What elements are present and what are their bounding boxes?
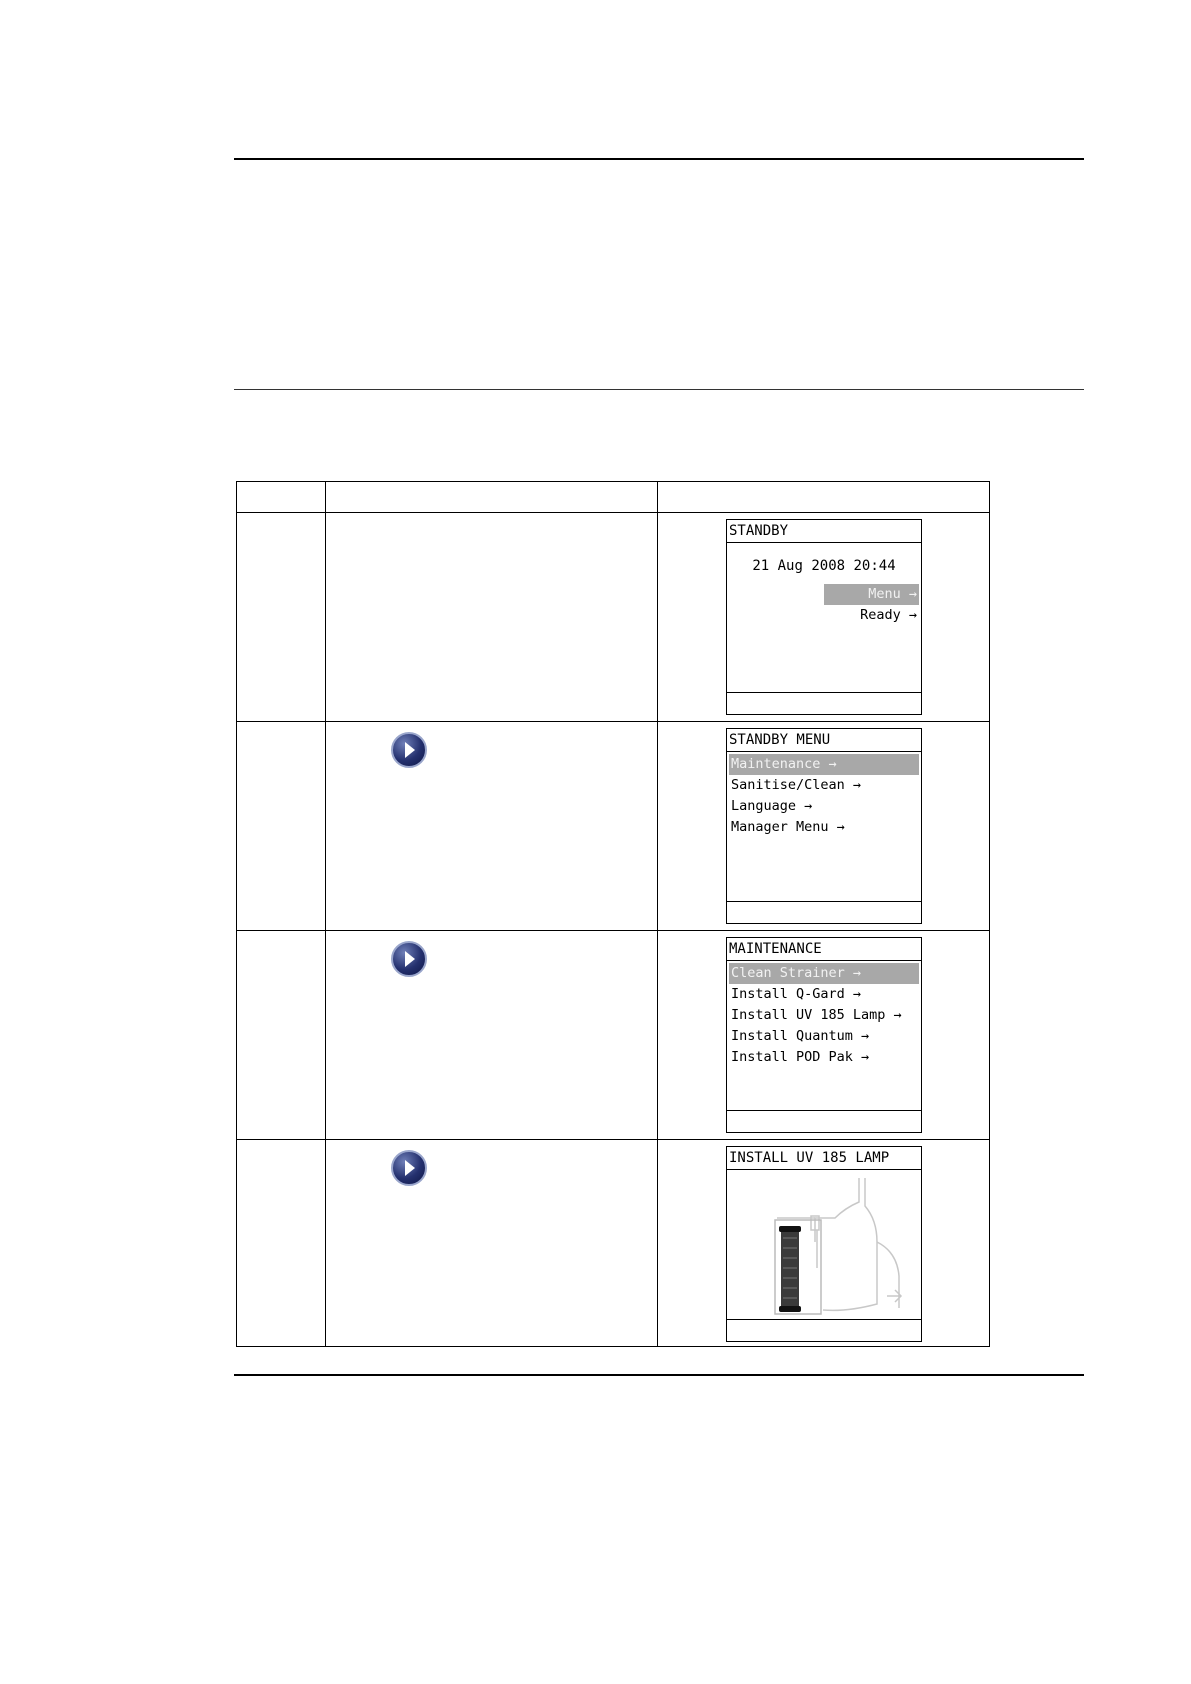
lcd-footer [727, 901, 921, 923]
lcd-screen-install-uv-lamp [726, 1146, 922, 1342]
lcd-title: STANDBY MENU [727, 729, 921, 752]
header-row-divider [237, 512, 989, 513]
lcd-menu-item[interactable]: Maintenance → [729, 754, 919, 775]
lcd-menu-item[interactable]: Install POD Pak → [731, 1049, 870, 1065]
lcd-title: STANDBY [727, 520, 921, 543]
lcd-title: INSTALL UV 185 LAMP [727, 1147, 921, 1170]
lcd-screen-maintenance [726, 937, 922, 1133]
section-rule [234, 389, 1084, 390]
row-divider [237, 930, 989, 931]
row-divider [237, 721, 989, 722]
lcd-screen-standby-menu [726, 728, 922, 924]
lcd-title: MAINTENANCE [727, 938, 921, 961]
lcd-footer [727, 1319, 921, 1341]
right-arrow-button-icon [391, 1150, 427, 1186]
lcd-menu-item[interactable]: Install UV 185 Lamp → [731, 1007, 902, 1023]
lcd-menu-item[interactable]: Install Q-Gard → [731, 986, 862, 1002]
lcd-menu-item[interactable]: Menu → [824, 584, 919, 605]
right-arrow-button-icon [391, 941, 427, 977]
column-divider [325, 482, 326, 1346]
header-rule [234, 158, 1084, 160]
lcd-datetime: 21 Aug 2008 20:44 [752, 558, 896, 574]
uv-lamp-installation-icon [727, 1172, 919, 1322]
right-arrow-button-icon [391, 732, 427, 768]
lcd-footer [727, 1110, 921, 1132]
lcd-menu-item[interactable]: Clean Strainer → [729, 963, 919, 984]
steps-table [236, 481, 990, 1347]
lcd-menu-item[interactable]: Install Quantum → [731, 1028, 870, 1044]
lcd-menu-item[interactable]: Sanitise/Clean → [731, 777, 862, 793]
lcd-footer [727, 692, 921, 714]
lcd-menu-item[interactable]: Manager Menu → [731, 819, 845, 835]
lcd-menu-item[interactable]: Ready → [860, 607, 917, 623]
lcd-screen-standby [726, 519, 922, 715]
column-divider [657, 482, 658, 1346]
row-divider [237, 1139, 989, 1140]
lcd-menu-item[interactable]: Language → [731, 798, 813, 814]
footer-rule [234, 1374, 1084, 1376]
